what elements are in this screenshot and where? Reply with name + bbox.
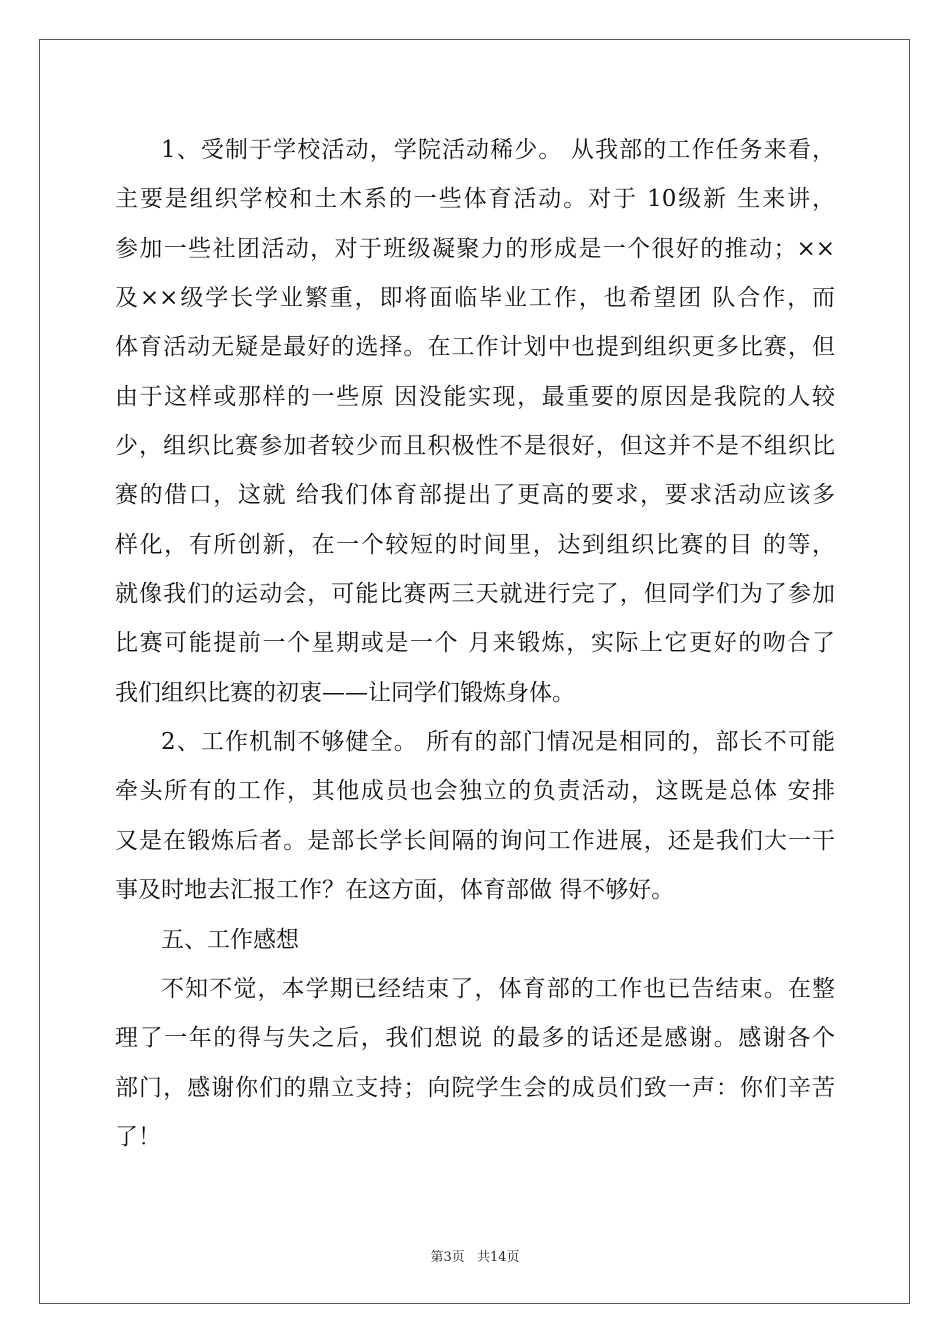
text-line: 部门，感谢你们的鼎立支持；向院学生会的成员们致一声：你们辛苦 [115, 1074, 835, 1101]
text-line: 赛的借口，这就 给我们体育部提出了更高的要求，要求活动应该多 [115, 482, 835, 509]
text-line: 又是在锻炼后者。是部长学长间隔的询问工作进展，还是我们大一干 [115, 827, 835, 854]
document-body [115, 126, 835, 1162]
text-line: 理了一年的得与失之后，我们想说 的最多的话还是感谢。感谢各个 [115, 1025, 835, 1052]
section-heading: 五、工作感想 [161, 926, 299, 953]
text-line: 比赛可能提前一个星期或是一个 月来锻炼，实际上它更好的吻合了 [115, 630, 835, 657]
text-line: 少，组织比赛参加者较少而且积极性不是很好，但这并不是不组织比 [115, 433, 835, 460]
text-line: 了！ [115, 1123, 161, 1150]
text-line: 样化，有所创新，在一个较短的时间里，达到组织比赛的目 的等， [115, 531, 835, 558]
text-line: 牵头所有的工作，其他成员也会独立的负责活动，这既是总体 安排 [115, 778, 835, 805]
text-line: 体育活动无疑是最好的选择。在工作计划中也提到组织更多比赛，但 [115, 334, 835, 361]
text-line: 不知不觉，本学期已经结束了，体育部的工作也已告结束。在整 [161, 975, 835, 1002]
text-line: 2、工作机制不够健全。 所有的部门情况是相同的，部长不可能 [161, 729, 835, 756]
page-footer [0, 1246, 950, 1265]
text-line: 1、受制于学校活动，学院活动稀少。 从我部的工作任务来看， [161, 137, 835, 163]
text-line: 由于这样或那样的一些原 因没能实现，最重要的原因是我院的人较 [115, 383, 835, 410]
text-line: 我们组织比赛的初衷——让同学们锻炼身体。 [115, 679, 575, 706]
page-number: 第3页 [430, 1250, 465, 1265]
text-line: 主要是组织学校和土木系的一些体育活动。对于 10级新 生来讲， [115, 186, 835, 213]
text-line: 事及时地去汇报工作？在这方面，体育部做 得不够好。 [115, 877, 675, 904]
text-line: 及××级学长学业繁重，即将面临毕业工作，也希望团 队合作，而 [115, 285, 835, 312]
text-line: 参加一些社团活动，对于班级凝聚力的形成是一个很好的推动；×× [115, 235, 835, 262]
text-line: 就像我们的运动会，可能比赛两三天就进行完了，但同学们为了参加 [115, 581, 835, 608]
total-pages: 共14页 [476, 1250, 520, 1265]
